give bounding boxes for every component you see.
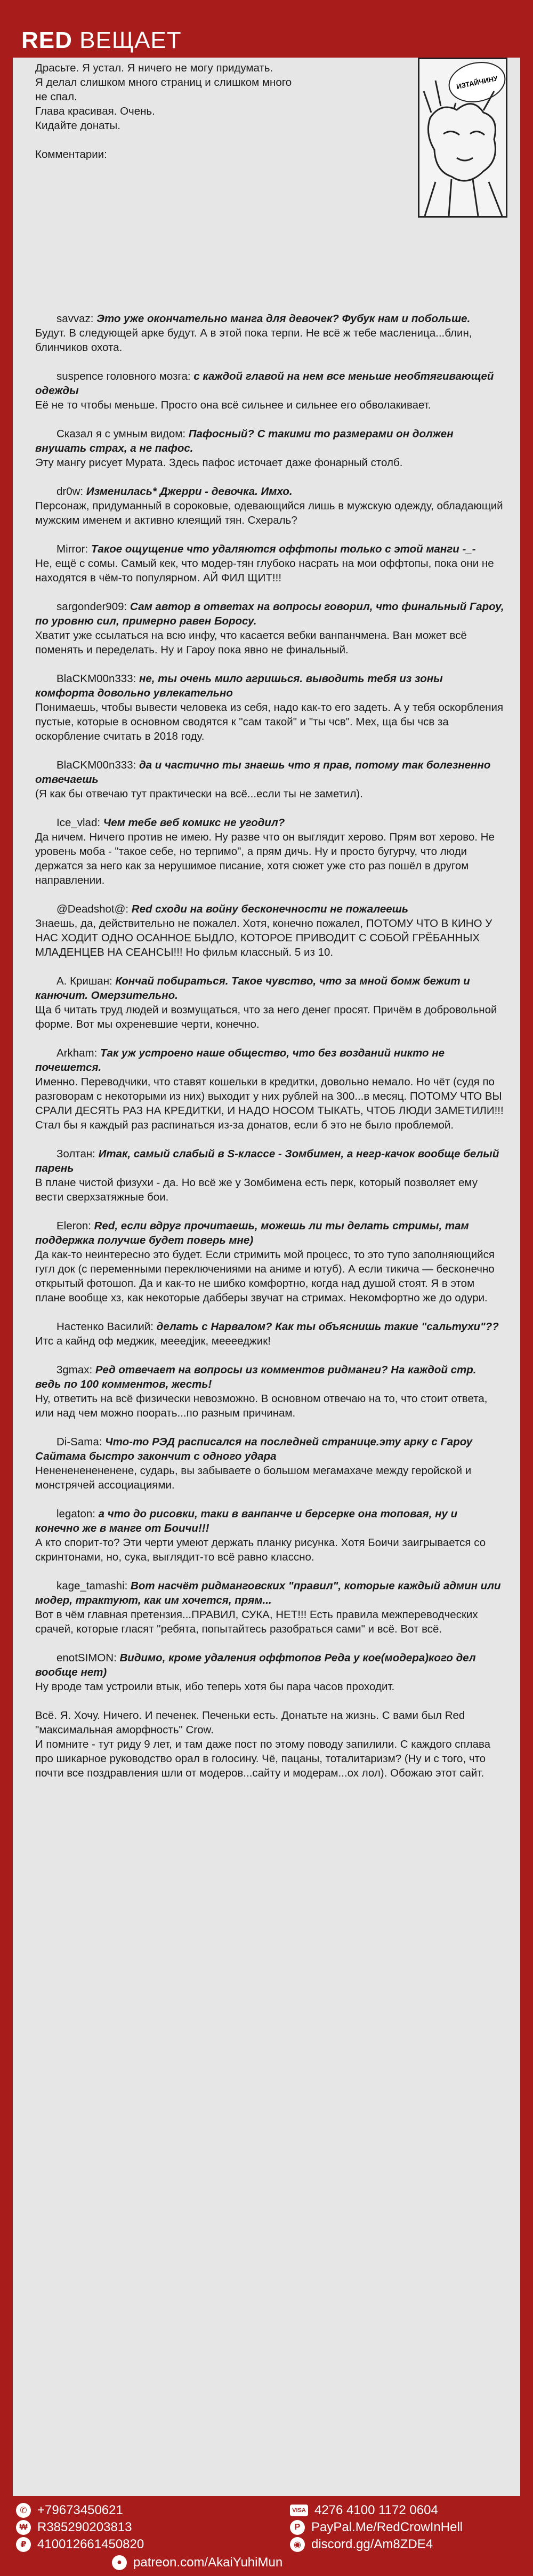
comment-question (35, 599, 504, 628)
comment-question (35, 758, 504, 787)
comment-username: enotSIMON: (56, 1652, 120, 1664)
yandex-money-icon: ₽ (16, 2537, 31, 2552)
phone-item[interactable] (16, 2501, 123, 2519)
comment-entry (35, 1319, 504, 1348)
comment-username: @Deadshot@: (56, 903, 132, 915)
webmoney-item[interactable] (16, 2518, 132, 2537)
comment-username: Eleron: (56, 1220, 94, 1232)
comment-answer: Понимаешь, чтобы вывести человека из себя, надо как-то его задеть. А у тебя оскорбления пустые, которые в основном сводятся к "сам такой" и "ты чсв". Мех, ща бы чсв за оскорбление считать в 2018 году. (35, 701, 504, 742)
comment-entry (35, 1708, 504, 1780)
brand-logo (21, 27, 182, 54)
webmoney-number: R385290203813 (37, 2520, 132, 2534)
paypal-item[interactable] (290, 2518, 463, 2537)
comment-quote: Итак, самый слабый в S-классе - Зомбимен, а негр-качок вообще белый парень (35, 1148, 499, 1174)
comment-question (35, 974, 504, 1003)
comment-username: kage_tamashi: (56, 1580, 131, 1592)
content-panel (13, 58, 520, 2496)
comment-username: BlaCKM00n333: (56, 759, 139, 771)
visa-card-icon: VISA (290, 2505, 308, 2516)
comment-entry (35, 902, 504, 959)
intro-block (35, 61, 408, 162)
comment-answer: Эту мангу рисует Мурата. Здесь пафос источает даже фонарный столб. (35, 457, 403, 469)
phone-icon: ✆ (16, 2503, 31, 2518)
comment-username: legaton: (56, 1508, 99, 1520)
comment-question (35, 1435, 504, 1463)
comment-answer: Да ничем. Ничего против не имею. Ну разве что он выглядит херово. Прям вот херово. Не уровень мобa - "такое себе, но терпимо", а прям дичь. Ну и просто бугурчу, что люди держатся за него как за нерушимое писание, хотя сюжет уже сто раз пошёл в другом направлении. (35, 831, 495, 886)
comment-question (35, 427, 504, 455)
card-number: 4276 4100 1172 0604 (314, 2503, 438, 2517)
comment-quote: Такое ощущение что удаляются оффтопы только с этой манги -_- (91, 543, 476, 555)
comment-entry (35, 1435, 504, 1492)
comment-answer: Персонаж, придуманный в сороковые, одевающийся лишь в мужскую одежду, обладающий мужским именем и активно клеящий тян. Схераль? (35, 500, 503, 526)
comment-quote: Так уж устроено наше общество, что без возданий никто не почешется. (35, 1047, 445, 1074)
comment-answer: Всё. Я. Хочу. Ничего. И печенек. Печеньки есть. Донатьте на жизнь. С вами был Red "максимальная аморфность" Crow. И помните - тут ридy 9 лет, и там даже пост по этому поводу запилили. С каждого сплава про шикарное руководство орал в голосину. Чё, пацаны, тоталитаризм? (Ну и с того, что почти все поздравления шли от модеров...сайту и модерам...ох лол). Обожаю этот сайт. (35, 1709, 491, 1779)
phone-number: +79673450621 (37, 2503, 123, 2517)
comment-quote: Пафосный? С такими то размерами он должен внушать страх, а не пафос. (35, 428, 454, 454)
comment-answer: Ну вроде там устроили втык, ибо теперь хотя бы пара часов проходит. (35, 1681, 395, 1693)
comment-username: Сказал я с умным видом: (56, 428, 189, 440)
webmoney-icon: ₩ (16, 2520, 31, 2535)
comment-question (35, 1219, 504, 1247)
comment-username: Ice_vlad: (56, 817, 103, 829)
comment-entry (35, 542, 504, 585)
paypal-icon: P (290, 2520, 305, 2535)
comment-answer: Её не то чтобы меньше. Просто она всё сильнее и сильнее его обволакивает. (35, 399, 431, 411)
comment-entry (35, 758, 504, 801)
comment-username: BlaCKM00n333: (56, 673, 139, 685)
comment-quote: не, ты очень мило агришься. выводить тебя из зоны комфорта довольно увлекательно (35, 673, 443, 699)
comment-answer: Будут. В следующей арке будут. А в этой пока терпи. Не всё ж тебе масленица...блин, блинчиков охота. (35, 327, 472, 354)
comment-question (35, 1579, 504, 1607)
comment-question (35, 815, 504, 830)
comment-entry (35, 671, 504, 743)
comment-entry (35, 1147, 504, 1204)
yandex-number: 410012661450820 (37, 2537, 144, 2551)
comment-quote: Red сходи на войну бесконечности не пожалеешь (131, 903, 409, 915)
comment-username: dr0w: (56, 485, 86, 498)
comment-quote: Ред отвечает на вопросы из комментов ридманги? На каждой стр. ведь по 100 комментов, жесть! (35, 1364, 477, 1390)
comment-question (35, 369, 504, 398)
comment-entry (35, 1363, 504, 1420)
discord-link: discord.gg/Am8ZDE4 (311, 2537, 433, 2551)
manga-art-illustration (418, 58, 507, 218)
comment-username: Настенко Василий: (56, 1321, 157, 1333)
art-caption: ИЗТАЙЧИНУ (455, 74, 499, 91)
discord-icon: ◉ (290, 2537, 305, 2552)
patreon-item[interactable] (112, 2554, 282, 2572)
comment-question (35, 542, 504, 556)
comment-entry (35, 1651, 504, 1694)
comment-answer: А кто спорит-то? Эти черти умеют держать планку рисунка. Хотя Боичи заигрывается со скринтонами, но, сука, выглядит-то всё равно классно. (35, 1537, 486, 1563)
comment-question (35, 311, 504, 326)
comment-quote: Это уже окончательно манга для девочек? Фубук нам и побольше. (96, 313, 471, 325)
comment-question (35, 1363, 504, 1391)
patreon-link: patreon.com/AkaiYuhiMun (133, 2555, 283, 2570)
comment-username: Mirror: (56, 543, 91, 555)
comment-quote: да и частично ты знаешь что я прав, потому так болезненно отвечаешь (35, 759, 491, 786)
comment-question (35, 671, 504, 700)
comment-entry (35, 427, 504, 470)
donation-footer (13, 2501, 520, 2571)
comment-quote: Red, если вдруг прочитаешь, можешь ли ты делать стримы, там поддержка получше будет поверь мне) (35, 1220, 469, 1246)
comment-question (35, 902, 504, 916)
comment-list (35, 311, 504, 1795)
patreon-icon: ● (112, 2555, 127, 2570)
brand-bold: RED (21, 27, 72, 53)
comment-quote: Вот насчёт ридманговских "правил", которые каждый админ или модер, трактуют, как им хочется, прям... (35, 1580, 501, 1606)
comment-username: Arkham: (56, 1047, 101, 1059)
comment-entry (35, 599, 504, 657)
comment-question (35, 1507, 504, 1535)
comment-question (35, 1147, 504, 1175)
comment-entry (35, 1046, 504, 1132)
comment-entry (35, 369, 504, 412)
comment-answer: Ща б читать труд людей и возмущаться, что за него денег просят. Причём в добровольной форме. Вот мы охреневшие черти, конечно. (35, 1004, 497, 1030)
comment-username: savvaz: (56, 313, 97, 325)
comment-question (35, 484, 504, 499)
intro-text: Драсьте. Я устал. Я ничего не могу придумать. Я делал слишком много страниц и слишком много не спал. Глава красивая. Очень. Кидайте донаты. Комментарии: (35, 62, 292, 161)
comment-quote: Сам автор в ответах на вопросы говорил, что финальный Гароу, по уровню сил, примерно равен Боросу. (35, 601, 504, 627)
comment-quote: Чем тебе веб комикс не угодил? (103, 817, 285, 829)
yandex-item[interactable] (16, 2535, 144, 2554)
comment-entry (35, 1507, 504, 1564)
comment-quote: Что-то РЭД расписался на последней странице.эту арку с Гароу Сайтама быстро закончит с одного удара (35, 1436, 473, 1462)
brand-thin: ВЕЩАЕТ (72, 27, 182, 53)
comment-answer: Да как-то неинтересно это будет. Если стримить мой процесс, то это тупо заполняющийся гугл док (с переменными переключениями на аниме и ютуб). А если тикича — бесконечно открытый фотошоп. Да и как-то не шибко комфортно, когда над душой стоят. Я в этом плане вообще хз, как некоторые дабберы звучат на стримах. Некомфортно же до одури. (35, 1249, 495, 1304)
comment-answer: Хватит уже ссылаться на всю инфу, что касается вебки ванпанчмена. Ван может всё поменять и переделать. Ну и Гароу пока явно не финальный. (35, 629, 467, 656)
comment-entry (35, 1579, 504, 1636)
comment-answer: Нененененененене, сударь, вы забываете о большом мегамахаче между геройской и монстрячей ассоциациями. (35, 1465, 472, 1491)
character-sketch (419, 59, 506, 216)
comment-quote: а что до рисовки, таки в ванпанче и берсерке она топовая, ну и конечно же в манге от Боичи!!! (35, 1508, 458, 1534)
comment-answer: Итс а кайнд оф меджик, мееедjик, мееееджик! (35, 1335, 271, 1347)
comment-answer: Знаешь, да, действительно не пожалел. Хотя, конечно пожалел, ПОТОМУ ЧТО В КИНО У НАС ХОДИТ ОДНО ОСАННОЕ БЫДЛО, КОТОРОЕ ПРИВОДИТ С СОБОЙ ГРЁБАННЫХ МЛАДЕНЦЕВ НА СЕАНСЫ!!! Но фильм классный. 5 из 10. (35, 917, 492, 958)
comment-username: 3gmax: (56, 1364, 95, 1376)
comment-entry (35, 815, 504, 887)
comment-entry (35, 974, 504, 1031)
comment-quote: Кончай побираться. Такое чувство, что за мной бомж бежит и канючит. Омерзительно. (35, 975, 470, 1002)
comment-entry (35, 484, 504, 527)
comment-answer: Вот в чём главная претензия...ПРАВИЛ, СУКА, НЕТ!!! Есть правила межпереводческих срачей, которые гласят "ребята, попытайтесь разобраться сами" и всё. Вот всё. (35, 1609, 478, 1635)
comment-answer: Не, ещё с сомы. Самый кек, что модер-тян глубоко насрать на мои оффтопы, пока они не находятся в чём-то популярном. АЙ ФИЛ ЩИТ!!! (35, 557, 494, 584)
paypal-link: PayPal.Me/RedCrowInHell (311, 2520, 463, 2534)
comment-question (35, 1319, 504, 1334)
comment-username: suspence головного мозга: (56, 370, 194, 382)
comment-question (35, 1046, 504, 1075)
comment-answer: (Я как бы отвечаю тут практически на всё...если ты не заметил). (35, 788, 363, 800)
comment-entry (35, 311, 504, 355)
comment-answer: Именно. Переводчики, что ставят кошельки в кредитки, довольно немало. Но чёт (судя по разговорам с некоторыми из них) выходит у них рублей на 300...в месяц. ПОТОМУ ЧТО ВЫ СРАЛИ ДЕСЯТЬ РАЗ НА КРЕДИТКИ, И НАДО НОСОМ ТЫКАТЬ, ЧТОБ ЛЮДИ ЗАМЕТИЛИ!!! Стал бы я каждый раз распинаться из-за донатов, если б это не было проблемой. (35, 1076, 504, 1131)
comment-quote: делать с Нарвалом? Как ты объяснишь такие "сальтухи"?? (156, 1321, 499, 1333)
discord-item[interactable] (290, 2535, 433, 2554)
card-item[interactable] (290, 2501, 438, 2519)
header (13, 7, 520, 57)
comment-quote: Видимо, кроме удаления оффтопов Реда у кое(модера)кого дел вообще нет) (35, 1652, 476, 1678)
comment-username: sargonder909: (56, 601, 130, 613)
comment-quote: Изменилась* Джерри - девочка. Имхо. (86, 485, 293, 498)
comment-entry (35, 1219, 504, 1305)
comment-username: Золтан: (56, 1148, 99, 1160)
comment-answer: Ну, ответить на всё физически невозможно. В основном отвечаю на то, что стоит ответа, или над чем можно поорать...по разным причинам. (35, 1393, 488, 1419)
comment-question (35, 1651, 504, 1679)
comment-answer: В плане чистой физухи - да. Но всё же у Зомбимена есть перк, который позволяет ему вести сверхзатяжные бои. (35, 1177, 478, 1203)
comment-quote: с каждой главой на нем все меньше необтягивающей одежды (35, 370, 494, 397)
comment-username: Di-Sama: (56, 1436, 106, 1448)
comment-username: А. Кришан: (56, 975, 116, 987)
